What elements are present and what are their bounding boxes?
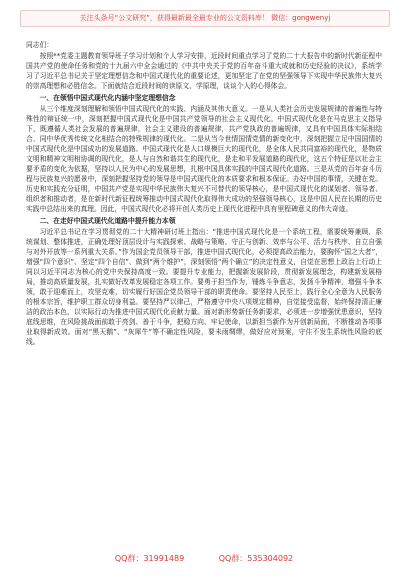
qq-group-2[interactable]: QQ群：535304092 (218, 554, 294, 563)
paragraph-intro: 按照**党委主题教育领导班子学习计划和个人学习安排，近段时间重点学习了党的二十大报告中的新时代新征程中国共产党的使命任务和党的十九届六中全会通过的《中共中央关于党的百年奋斗重大成就和历史经验的决议》，系统学习了习近平总书记关于坚定理想信念和中国式现代化的重要论述，更加坚定了在党的坚强领导下实现中华民族伟大复兴的崇高理想和必胜信念。下面就结合近段时间的读原文、学原理，谈谈个人的心得体会。 (26, 52, 382, 90)
paragraph-section-1: 从三个维度深刻理解和领悟中国式现代化的实践、内涵及其伟大意义。一是从人类社会历史发展规律的普遍性与特殊性的辩证统一中，深刻把握中国式现代化是中国共产党领导的社会主义现代化。中国式现代化是在马克思主义指导下，既遵循人类社会发展的普遍规律，社会主义建设的普遍规律，共产党执政的普遍规律，又具有中国具体实际相结合、同中华优秀传统文化相结合的特殊规律的现代化。二是从当今世情国情党情的新变化中，深刻把握立足中国国情的中国式现代化是中国成功的发展道路。中国式现代化是人口规模巨大的现代化，是全体人民共同富裕的现代化，是物质文明和精神文明相协调的现代化，是人与自然和谐共生的现代化，是走和平发展道路的现代化，这五个特征是以社会主要矛盾的变化为依据，坚持以人民为中心的发展思想，扎根中国具体实践的中国式现代化道路。三是从党的百年奋斗历程与民族复兴的愿景中，深刻把握坚持党的领导是中国式现代化的本质要求和根本保证。办好中国的事情，关键在党。历史和实践充分证明，中国共产党是实现中华民族伟大复兴不可替代的领导核心，是中国式现代化的谋划者、领导者、组织者和推动者，是在新时代新征程统筹推动中国式现代化取得伟大成功的坚强领导核心，这是中国人民在长期的历史实践中总结出来的真理。因此，中国式现代化必将开创人类历史上现代化进程中具有里程碑意义的伟大奇迹。 (26, 105, 382, 213)
section-heading-2: 二、在走好中国式现代化道路中提升能力本领 (39, 217, 176, 225)
qq-group-1[interactable]: QQ群：31991489 (114, 554, 185, 563)
salutation: 同志们： (26, 41, 54, 49)
paragraph-section-2: 习近平总书记在学习贯彻党的二十大精神研讨班上指出：“推进中国式现代化是一个系统工程，需要统筹兼顾、系统谋划、整体推进，正确处理好顶层设计与实践探索、战略与策略、守正与创新、效率与公平、活力与秩序、自立自强与对外开放等一系列重大关系。”作为国企党员领导干部，推进中国式现代化，必须提高政治能力，要胸怀“国之大者”，增强“四个意识”、坚定“四个自信”、做到“两个维护”，深刻领悟“两个确立”的决定性意义，自觉在思想上政治上行动上同以习近平同志为核心的党中央保持高度一致。要提升专业能力，把握新发展阶段，贯彻新发展理念，构建新发展格局，推动高质量发展，扎实做好改革发展稳定各项工作。要勇于担当作为，锤炼斗争意志，发扬斗争精神，增强斗争本领，敢于迎难而上，攻坚克难，切实履行好国企党员领导干部的职责使命。要坚持人民至上，践行全心全意为人民服务的根本宗旨，维护职工群众切身利益。要坚持严以律己，严格遵守中央八项规定精神，自觉接受监督，始终保持清正廉洁的政治本色，以实际行动为推进中国式现代化贡献力量。面对新形势新任务新要求，必须进一步增强忧患意识，坚持底线思维，在风险挑战面前敢于亮剑、善于斗争，把稳方向、牢记使命，以新担当新作为开创新局面，不断推动各项事业取得新成效。面对“黑天鹅”、“灰犀牛”等不确定性风险，要未雨绸缪，做好应对预案，守住不发生系统性风险的底线。 (26, 228, 382, 346)
promo-banner[interactable]: 关注头条号“公文研究”，获得最新最全最专业的公文资料库！ 微信：gongwenyj (20, 10, 390, 27)
contact-footer (0, 552, 408, 566)
document-body (26, 40, 382, 535)
section-heading-1: 一、在领悟中国式现代化内涵中坚定理想信念 (39, 94, 176, 102)
